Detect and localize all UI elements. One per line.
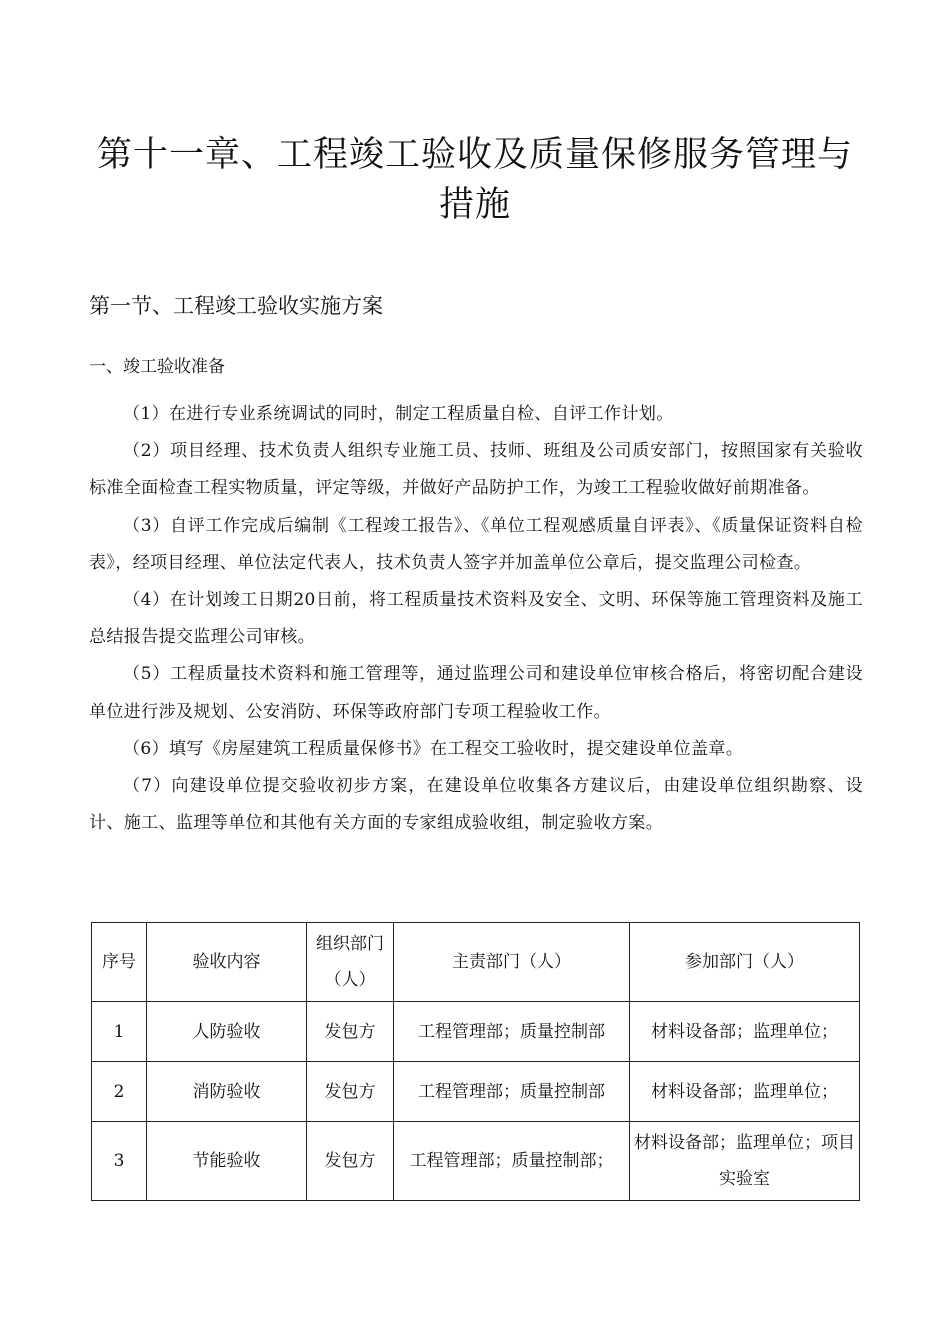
cell-index: 1 (92, 1002, 147, 1062)
cell-content: 节能验收 (147, 1122, 307, 1201)
body-text (89, 396, 863, 842)
cell-organizer: 发包方 (307, 1062, 394, 1122)
acceptance-table (91, 922, 860, 1201)
cell-organizer: 发包方 (307, 1122, 394, 1201)
paragraph-4: （4）在计划竣工日期20日前，将工程质量技术资料及安全、文明、环保等施工管理资料及施工总结报告提交监理公司审核。 (89, 590, 863, 648)
header-participants: 参加部门（人） (630, 923, 860, 1002)
cell-responsible: 工程管理部；质量控制部 (394, 1002, 630, 1062)
cell-content: 消防验收 (147, 1062, 307, 1122)
paragraph-2: （2）项目经理、技术负责人组织专业施工员、技师、班组及公司质安部门，按照国家有关验收标准全面检查工程实物质量，评定等级，并做好产品防护工作，为竣工工程验收做好前期准备。 (89, 441, 863, 499)
paragraph-5: （5）工程质量技术资料和施工管理等，通过监理公司和建设单位审核合格后，将密切配合建设单位进行涉及规划、公安消防、环保等政府部门专项工程验收工作。 (89, 664, 863, 722)
cell-index: 2 (92, 1062, 147, 1122)
paragraph-7: （7）向建设单位提交验收初步方案，在建设单位收集各方建议后，由建设单位组织勘察、设计、施工、监理等单位和其他有关方面的专家组成验收组，制定验收方案。 (89, 776, 863, 834)
header-content: 验收内容 (147, 923, 307, 1002)
cell-index: 3 (92, 1122, 147, 1201)
cell-participants: 材料设备部；监理单位；项目实验室 (630, 1122, 860, 1201)
paragraph-6: （6）填写《房屋建筑工程质量保修书》在工程交工验收时，提交建设单位盖章。 (123, 738, 744, 759)
cell-organizer: 发包方 (307, 1002, 394, 1062)
cell-participants: 材料设备部；监理单位； (630, 1002, 860, 1062)
paragraph-3: （3）自评工作完成后编制《工程竣工报告》、《单位工程观感质量自评表》、《质量保证资料自检表》，经项目经理、单位法定代表人，技术负责人签字并加盖单位公章后，提交监理公司检查。 (89, 515, 863, 573)
header-responsible: 主责部门（人） (394, 923, 630, 1002)
header-index: 序号 (92, 923, 147, 1002)
section-title: 第一节、工程竣工验收实施方案 (89, 294, 383, 318)
cell-participants: 材料设备部；监理单位； (630, 1062, 860, 1122)
table-row (92, 1122, 860, 1201)
table-row (92, 1002, 860, 1062)
cell-responsible: 工程管理部；质量控制部； (394, 1122, 630, 1201)
cell-responsible: 工程管理部；质量控制部 (394, 1062, 630, 1122)
acceptance-table-container (91, 922, 859, 1201)
paragraph-1: （1）在进行专业系统调试的同时，制定工程质量自检、自评工作计划。 (123, 404, 674, 424)
table-row (92, 1062, 860, 1122)
cell-content: 人防验收 (147, 1002, 307, 1062)
table-header-row (92, 923, 860, 1002)
chapter-title: 第十一章、工程竣工验收及质量保修服务管理与措施 (96, 135, 853, 225)
sub-heading: 一、竣工验收准备 (89, 357, 225, 377)
header-organizer: 组织部门（人） (307, 923, 394, 1002)
